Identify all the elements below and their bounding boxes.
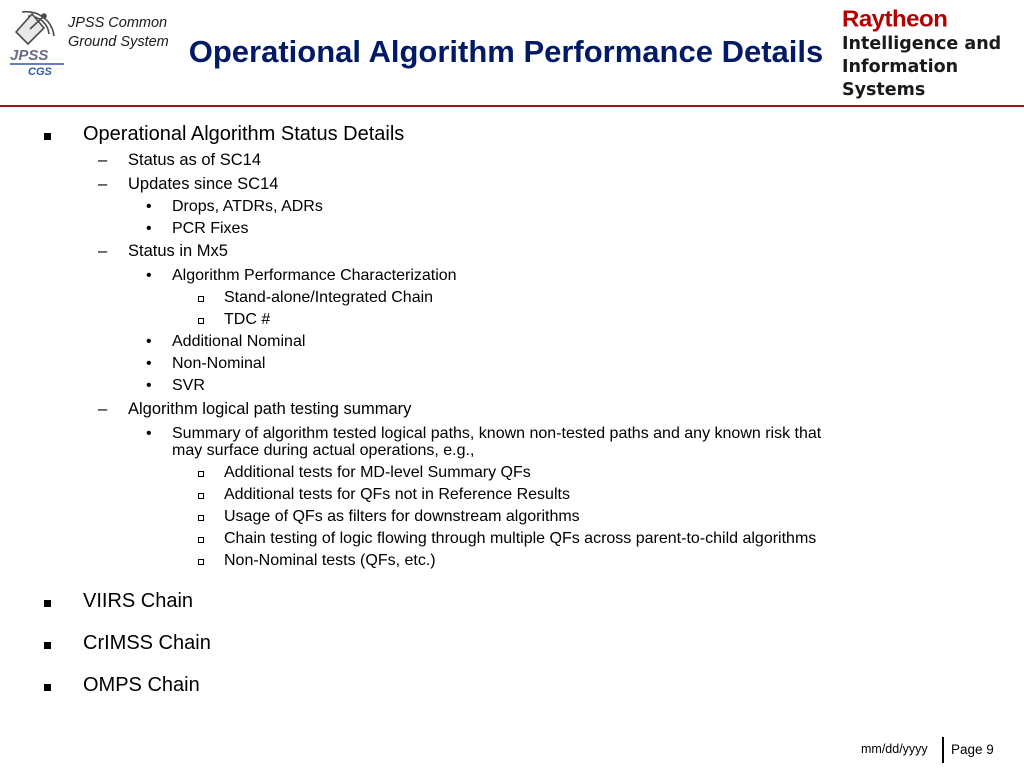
- bullet-text: Operational Algorithm Status Details: [83, 123, 405, 145]
- bullet-text: Additional tests for MD-level Summary QFs: [224, 464, 531, 481]
- bullet-text: Additional tests for QFs not in Reference Results: [224, 486, 570, 503]
- dot-bullet-icon: •: [146, 333, 152, 350]
- satellite-dish-icon: [8, 6, 66, 76]
- company-line-2: Intelligence and: [842, 34, 1002, 54]
- bullet-text: Algorithm logical path testing summary: [128, 400, 412, 418]
- bullet-text: TDC #: [224, 311, 271, 328]
- bullet-text: may surface during actual operations, e.g.,: [172, 442, 475, 459]
- hollow-square-bullet-icon: [198, 552, 204, 569]
- hollow-square-bullet-icon: [198, 530, 204, 547]
- bullet-text: PCR Fixes: [172, 220, 249, 237]
- bullet-text: OMPS Chain: [83, 674, 200, 696]
- bullet-text: Algorithm Performance Characterization: [172, 267, 457, 284]
- dot-bullet-icon: •: [146, 355, 152, 372]
- footer-divider: [942, 737, 944, 763]
- hollow-square-bullet-icon: [198, 464, 204, 481]
- bullet-text: Summary of algorithm tested logical paths, known non-tested paths and any known risk that: [172, 425, 822, 442]
- dash-bullet-icon: –: [98, 242, 108, 260]
- company-line-3: Information Systems: [842, 57, 959, 100]
- bullet-text: Usage of QFs as filters for downstream algorithms: [224, 508, 580, 525]
- slide-title: Operational Algorithm Performance Details: [188, 34, 824, 69]
- org-line-2: Ground System: [68, 34, 169, 50]
- dash-bullet-icon: –: [98, 400, 108, 418]
- bullet-text: VIIRS Chain: [83, 590, 194, 612]
- bullet-text: Non-Nominal tests (QFs, etc.): [224, 552, 436, 569]
- bullet-text: Stand-alone/Integrated Chain: [224, 289, 434, 306]
- logo-text-top: JPSS: [10, 47, 49, 64]
- bullet-text: Status as of SC14: [128, 151, 261, 169]
- bullet-text: Chain testing of logic flowing through multiple QFs across parent-to-child algorithms: [224, 530, 817, 547]
- bullet-text: Drops, ATDRs, ADRs: [172, 198, 323, 215]
- company-name: Raytheon: [842, 6, 948, 33]
- header-divider: [0, 105, 1024, 107]
- square-bullet-icon: [44, 123, 51, 145]
- page-number: Page 9: [951, 742, 994, 757]
- square-bullet-icon: [44, 632, 51, 654]
- dot-bullet-icon: •: [146, 198, 152, 215]
- square-bullet-icon: [44, 590, 51, 612]
- dot-bullet-icon: •: [146, 425, 152, 442]
- jpss-cgs-logo: [8, 6, 66, 76]
- dash-bullet-icon: –: [98, 151, 108, 169]
- footer-date: mm/dd/yyyy: [861, 742, 928, 756]
- org-line-1: JPSS Common: [68, 15, 168, 31]
- bullet-text: Status in Mx5: [128, 242, 228, 260]
- bullet-text: SVR: [172, 377, 205, 394]
- dot-bullet-icon: •: [146, 220, 152, 237]
- hollow-square-bullet-icon: [198, 289, 204, 306]
- bullet-text: Updates since SC14: [128, 175, 279, 193]
- org-tagline: [68, 14, 169, 52]
- hollow-square-bullet-icon: [198, 486, 204, 503]
- hollow-square-bullet-icon: [198, 311, 204, 328]
- square-bullet-icon: [44, 674, 51, 696]
- dot-bullet-icon: •: [146, 267, 152, 284]
- dot-bullet-icon: •: [146, 377, 152, 394]
- bullet-text: CrIMSS Chain: [83, 632, 211, 654]
- dash-bullet-icon: –: [98, 175, 108, 193]
- bullet-text: Additional Nominal: [172, 333, 306, 350]
- hollow-square-bullet-icon: [198, 508, 204, 525]
- logo-text-bottom: CGS: [28, 66, 52, 76]
- bullet-text: Non-Nominal: [172, 355, 266, 372]
- raytheon-logo: [842, 7, 1024, 102]
